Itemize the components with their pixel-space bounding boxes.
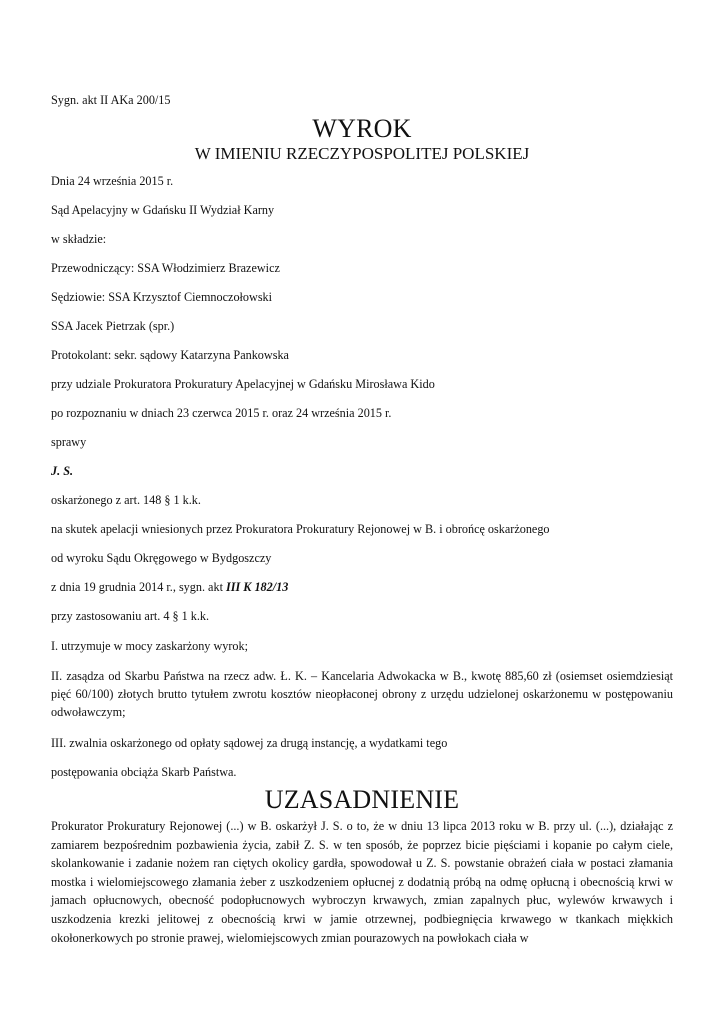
- verdict-point-3-line-2: postępowania obciąża Skarb Państwa.: [51, 765, 237, 779]
- defendant-name: J. S.: [51, 464, 74, 478]
- court-name: Sąd Apelacyjny w Gdańsku II Wydział Karny: [51, 203, 275, 217]
- justification-heading: UZASADNIENIE: [264, 785, 460, 814]
- document-title: WYROK: [312, 114, 412, 143]
- prosecutor-line: przy udziale Prokuratora Prokuratury Apelacyjnej w Gdańsku Mirosława Kido: [51, 377, 435, 391]
- court-clerk: Protokolant: sekr. sądowy Katarzyna Pankowska: [51, 348, 289, 362]
- verdict-point-2: II. zasądza od Skarbu Państwa na rzecz adw. Ł. K. – Kancelaria Adwokacka w B., kwotę 885,60 zł (osiemset osiemdziesiąt pięć 60/100) złotych brutto tytułem zwrotu kosztów nieopłaconej obrony z urzędu udzielonej oskarżonemu w postępowaniu odwoławczym;: [51, 669, 673, 719]
- lower-court-line: od wyroku Sądu Okręgowego w Bydgoszczy: [51, 551, 272, 565]
- charge-line: oskarżonego z art. 148 § 1 k.k.: [51, 493, 201, 507]
- lower-judgment-reference: III K 182/13: [226, 580, 289, 594]
- case-signature: Sygn. akt II AKa 200/15: [51, 93, 171, 107]
- document-subtitle: W IMIENIU RZECZYPOSPOLITEJ POLSKIEJ: [194, 144, 530, 163]
- composition-label: w składzie:: [51, 232, 107, 246]
- judges-line: Sędziowie: SSA Krzysztof Ciemnoczołowski: [51, 290, 273, 304]
- lower-judgment-date: z dnia 19 grudnia 2014 r., sygn. akt: [51, 580, 226, 594]
- verdict-point-1: I. utrzymuje w mocy zaskarżony wyrok;: [51, 639, 248, 653]
- hearing-dates: po rozpoznaniu w dniach 23 czerwca 2015 r. oraz 24 września 2015 r.: [51, 406, 392, 420]
- second-judge: SSA Jacek Pietrzak (spr.): [51, 319, 175, 333]
- appeal-line: na skutek apelacji wniesionych przez Prokuratora Prokuratury Rejonowej w B. i obrońcę oskarżonego: [51, 522, 550, 536]
- case-label: sprawy: [51, 435, 87, 449]
- lower-judgment-line: [51, 579, 288, 595]
- presiding-judge: Przewodniczący: SSA Włodzimierz Brazewicz: [51, 261, 280, 275]
- applied-article: przy zastosowaniu art. 4 § 1 k.k.: [51, 609, 210, 623]
- verdict-point-3-line-1: III. zwalnia oskarżonego od opłaty sądowej za drugą instancję, a wydatkami tego: [51, 736, 448, 750]
- justification-text: Prokurator Prokuratury Rejonowej (...) w B. oskarżył J. S. o to, że w dniu 13 lipca 2013 roku w B. przy ul. (...), działając z zamiarem bezpośrednim pozbawienia życia, zabił Z. S. w ten sposób, że poprzez bicie pięściami i kopanie po całym ciele, skolankowanie i zadanie nożem ran ciętych okolicy gardła, spowodował u Z. S. powstanie obrażeń ciała w postaci złamania mostka i wielomiejscowego złamania żeber z uszkodzeniem opłucnej z dodatnią próbą na odmę opłucną i obecnością krwi w jamach opłucnowych, obecność podopłucnowych wybroczyn krwawych, zmian zapalnych płuc, wylewów krwawych i uszkodzenia krezki jelitowej z obecnością krwi w jamie otrzewnej, podbiegnięcia krwawego w tkankach miękkich okołonerkowych po stronie prawej, wielomiejscowych zmian pourazowych na powłokach ciała w: [51, 819, 673, 945]
- judgment-date: Dnia 24 września 2015 r.: [51, 174, 174, 188]
